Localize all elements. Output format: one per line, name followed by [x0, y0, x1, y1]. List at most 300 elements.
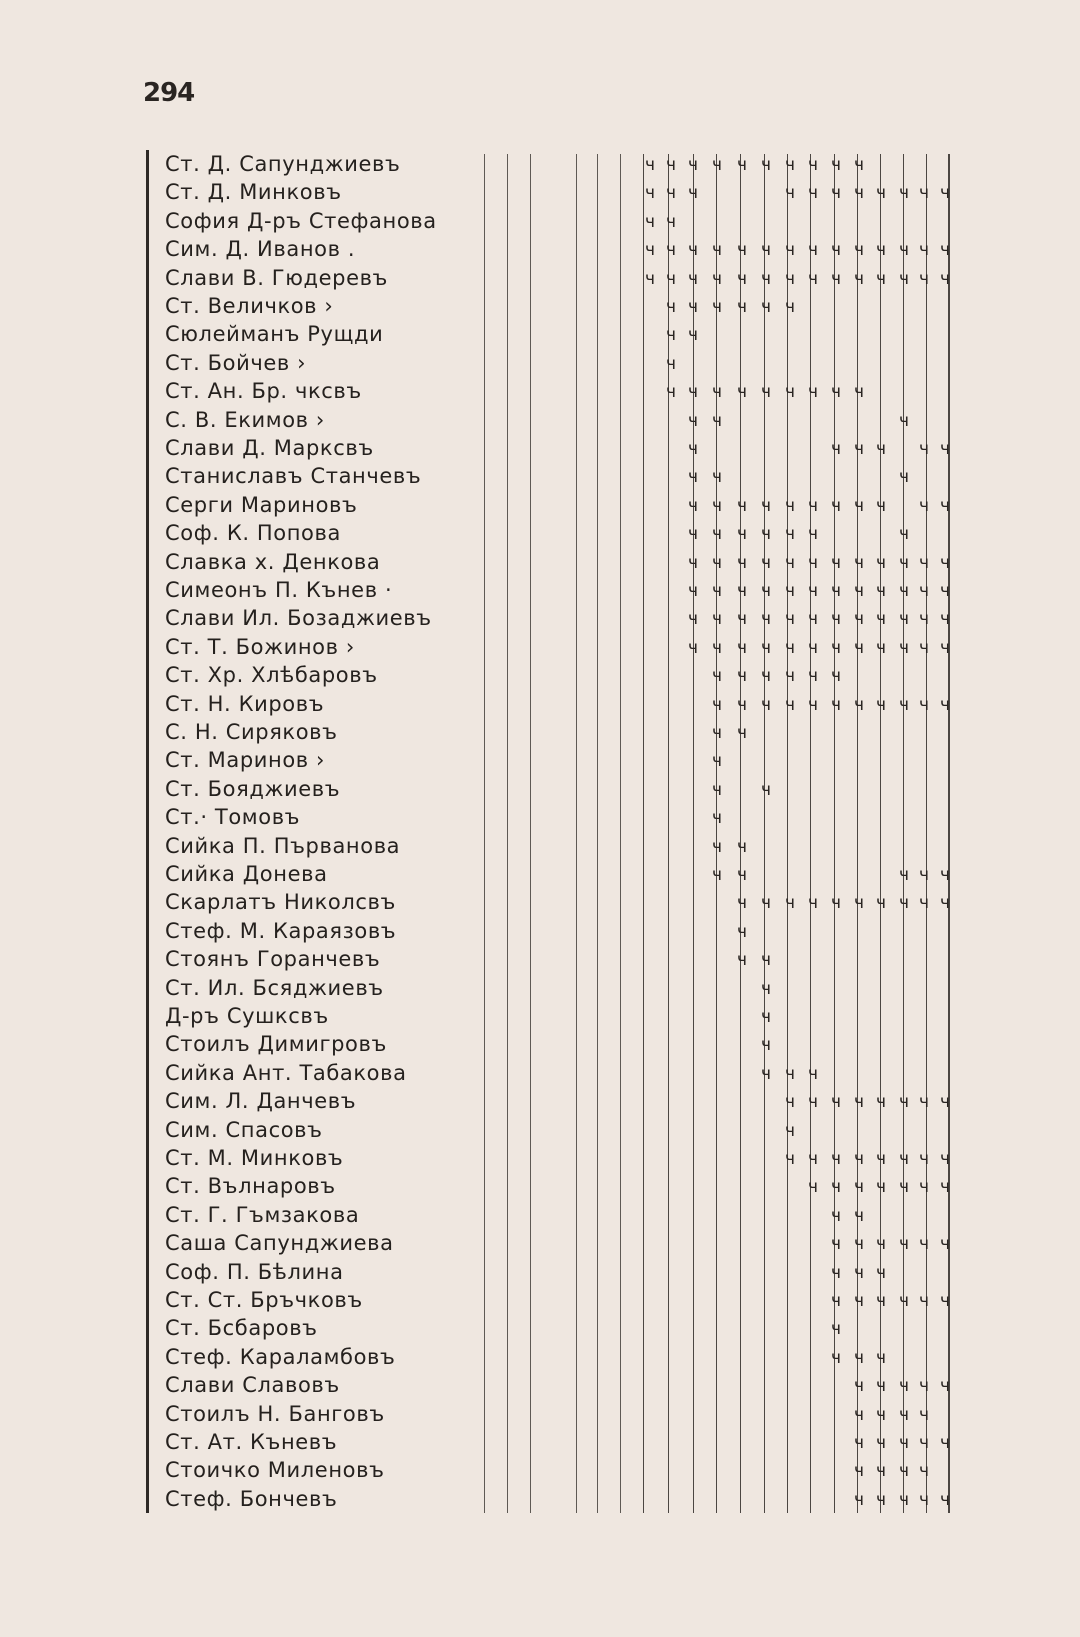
attendance-mark: ч: [853, 1149, 865, 1169]
attendance-mark: ч: [711, 467, 723, 488]
attendance-mark: ч: [665, 353, 677, 374]
attendance-mark: ч: [898, 552, 910, 573]
attendance-mark: ч: [918, 609, 930, 630]
attendance-mark: ч: [665, 211, 677, 232]
attendance-mark: ч: [853, 694, 865, 715]
attendance-mark: ч: [807, 694, 819, 715]
attendance-mark: ч: [875, 183, 887, 204]
attendance-mark: ч: [736, 609, 748, 630]
attendance-mark: ч: [784, 893, 796, 914]
attendance-mark: ч: [687, 410, 699, 431]
attendance-mark: ч: [711, 865, 723, 885]
attendance-mark: ч: [687, 581, 699, 601]
attendance-mark: ч: [875, 1291, 887, 1311]
attendance-mark: ч: [939, 552, 951, 573]
attendance-mark: ч: [830, 1205, 842, 1226]
ledger-row: [0, 1087, 1080, 1115]
ledger-row: [0, 1371, 1080, 1399]
attendance-mark: ч: [784, 1149, 796, 1169]
ledger-row: [0, 1400, 1080, 1428]
attendance-mark: ч: [830, 1262, 842, 1283]
attendance-mark: ч: [898, 1461, 910, 1482]
attendance-mark: ч: [711, 609, 723, 630]
person-name: Стоилъ Н. Банговъ: [165, 1401, 385, 1426]
attendance-mark: ч: [807, 609, 819, 630]
attendance-mark: ч: [784, 240, 796, 261]
attendance-mark: ч: [918, 552, 930, 573]
person-name: Ст. Ил. Бсяджиевъ: [165, 975, 384, 1000]
person-name: Ст. М. Минковъ: [165, 1146, 344, 1170]
attendance-mark: ч: [711, 808, 723, 829]
person-name: Д-ръ Сушксвъ: [165, 1004, 329, 1028]
ledger-row: [0, 462, 1080, 490]
attendance-mark: ч: [736, 155, 748, 175]
attendance-mark: ч: [736, 694, 748, 715]
attendance-mark: ч: [830, 1234, 842, 1255]
ledger-row: [0, 548, 1080, 576]
attendance-mark: ч: [875, 1149, 887, 1169]
attendance-mark: ч: [918, 268, 930, 289]
attendance-mark: ч: [875, 1461, 887, 1482]
attendance-mark: ч: [939, 609, 951, 630]
attendance-mark: ч: [875, 268, 887, 289]
attendance-mark: ч: [875, 609, 887, 630]
person-name: Ст. Н. Кировъ: [165, 691, 325, 716]
attendance-mark: ч: [939, 240, 951, 261]
attendance-mark: ч: [736, 382, 748, 403]
ledger-row: [0, 661, 1080, 689]
person-name: Сим. Спасовъ: [165, 1117, 323, 1142]
attendance-mark: ч: [830, 1319, 842, 1340]
attendance-mark: ч: [853, 1291, 865, 1311]
person-name: Слави В. Гюдеревъ: [165, 265, 388, 290]
attendance-mark: ч: [853, 155, 865, 175]
attendance-mark: ч: [853, 240, 865, 261]
person-name: С. Н. Сиряковъ: [165, 720, 338, 744]
ledger-row: [0, 860, 1080, 888]
ledger-row: [0, 1314, 1080, 1342]
attendance-mark: ч: [736, 495, 748, 516]
attendance-mark: ч: [760, 581, 772, 601]
person-name: Стеф. Караламбовъ: [165, 1344, 396, 1369]
attendance-mark: ч: [784, 694, 796, 715]
attendance-mark: ч: [644, 155, 656, 175]
ledger-row: [0, 1258, 1080, 1286]
attendance-mark: ч: [784, 1120, 796, 1141]
attendance-mark: ч: [939, 1234, 951, 1255]
person-name: Ст. Хр. Хлѣбаровъ: [165, 663, 378, 688]
attendance-mark: ч: [830, 382, 842, 403]
ledger-row: [0, 178, 1080, 206]
attendance-mark: ч: [760, 495, 772, 516]
attendance-mark: ч: [875, 439, 887, 459]
ledger-row: [0, 292, 1080, 320]
attendance-mark: ч: [807, 552, 819, 573]
attendance-mark: ч: [875, 1489, 887, 1510]
attendance-mark: ч: [687, 183, 699, 204]
attendance-mark: ч: [898, 1149, 910, 1169]
ledger-row: [0, 235, 1080, 263]
attendance-mark: ч: [687, 240, 699, 261]
attendance-mark: ч: [918, 637, 930, 658]
attendance-mark: ч: [853, 183, 865, 204]
attendance-mark: ч: [939, 1177, 951, 1198]
person-name: Слави Д. Марксвъ: [165, 436, 374, 460]
ledger-row: [0, 1229, 1080, 1257]
person-name: Стеф. Бончевъ: [165, 1486, 338, 1511]
attendance-mark: ч: [665, 325, 677, 346]
attendance-mark: ч: [736, 723, 748, 743]
attendance-mark: ч: [830, 1177, 842, 1198]
person-name: Слави Славовъ: [165, 1373, 340, 1398]
page-number: 294: [143, 78, 195, 108]
attendance-mark: ч: [853, 268, 865, 289]
person-name: Ст. Величков ›: [165, 294, 334, 318]
attendance-mark: ч: [830, 694, 842, 715]
attendance-mark: ч: [736, 836, 748, 857]
person-name: София Д-ръ Стефанова: [165, 208, 437, 233]
attendance-mark: ч: [898, 1404, 910, 1425]
attendance-mark: ч: [939, 893, 951, 914]
attendance-mark: ч: [939, 1092, 951, 1113]
attendance-mark: ч: [711, 382, 723, 403]
attendance-mark: ч: [760, 978, 772, 999]
attendance-mark: ч: [784, 1092, 796, 1113]
attendance-mark: ч: [898, 609, 910, 630]
attendance-mark: ч: [898, 524, 910, 545]
attendance-mark: ч: [711, 694, 723, 715]
attendance-mark: ч: [665, 183, 677, 204]
ledger-row: [0, 406, 1080, 434]
attendance-mark: ч: [760, 637, 772, 658]
attendance-mark: ч: [939, 1149, 951, 1169]
ledger-row: [0, 803, 1080, 831]
attendance-mark: ч: [875, 637, 887, 658]
attendance-mark: ч: [898, 1177, 910, 1198]
attendance-mark: ч: [784, 609, 796, 630]
ledger-row: [0, 434, 1080, 462]
attendance-mark: ч: [807, 240, 819, 261]
attendance-mark: ч: [807, 893, 819, 914]
attendance-mark: ч: [711, 155, 723, 175]
ledger-row: [0, 775, 1080, 803]
attendance-mark: ч: [711, 297, 723, 317]
ledger-row: [0, 917, 1080, 945]
person-name: Ст. Ст. Бръчковъ: [165, 1288, 363, 1312]
attendance-mark: ч: [830, 637, 842, 658]
attendance-mark: ч: [784, 637, 796, 658]
ledger-row: [0, 150, 1080, 178]
attendance-mark: ч: [918, 1149, 930, 1169]
attendance-mark: ч: [687, 439, 699, 459]
attendance-mark: ч: [736, 240, 748, 261]
attendance-mark: ч: [918, 1291, 930, 1311]
attendance-mark: ч: [898, 893, 910, 914]
attendance-mark: ч: [760, 1063, 772, 1084]
attendance-mark: ч: [784, 183, 796, 204]
attendance-mark: ч: [918, 1404, 930, 1425]
attendance-mark: ч: [853, 1177, 865, 1198]
ledger-row: [0, 1428, 1080, 1456]
ledger-row: [0, 576, 1080, 604]
person-name: Ст. Вълнаровъ: [165, 1174, 336, 1199]
person-name: Ст. Г. Гъмзакова: [165, 1202, 360, 1227]
attendance-mark: ч: [784, 297, 796, 317]
attendance-mark: ч: [711, 836, 723, 857]
person-name: Ст. Ат. Къневъ: [165, 1430, 338, 1454]
attendance-mark: ч: [711, 552, 723, 573]
attendance-mark: ч: [939, 637, 951, 658]
attendance-mark: ч: [830, 1092, 842, 1113]
attendance-mark: ч: [760, 155, 772, 175]
attendance-mark: ч: [853, 1205, 865, 1226]
attendance-mark: ч: [830, 666, 842, 687]
attendance-mark: ч: [853, 1376, 865, 1397]
ledger-row: [0, 349, 1080, 377]
attendance-mark: ч: [760, 552, 772, 573]
attendance-mark: ч: [687, 609, 699, 630]
ledger-row: [0, 207, 1080, 235]
attendance-mark: ч: [875, 1347, 887, 1368]
attendance-mark: ч: [711, 751, 723, 772]
attendance-mark: ч: [853, 609, 865, 630]
attendance-mark: ч: [784, 581, 796, 601]
attendance-mark: ч: [711, 240, 723, 261]
ledger-row: [0, 1286, 1080, 1314]
attendance-mark: ч: [875, 1092, 887, 1113]
ledger-row: [0, 974, 1080, 1002]
attendance-mark: ч: [736, 297, 748, 317]
attendance-mark: ч: [760, 382, 772, 403]
person-name: Ст. Бсбаровъ: [165, 1316, 318, 1341]
attendance-mark: ч: [875, 1376, 887, 1397]
attendance-mark: ч: [760, 694, 772, 715]
attendance-mark: ч: [830, 1347, 842, 1368]
attendance-mark: ч: [784, 382, 796, 403]
attendance-mark: ч: [687, 524, 699, 545]
ledger-row: [0, 264, 1080, 292]
attendance-mark: ч: [807, 268, 819, 289]
ledger-row: [0, 945, 1080, 973]
attendance-mark: ч: [711, 723, 723, 743]
attendance-mark: ч: [807, 155, 819, 175]
attendance-mark: ч: [830, 581, 842, 601]
attendance-mark: ч: [939, 1489, 951, 1510]
person-name: Сим. Д. Иванов .: [165, 237, 356, 262]
attendance-mark: ч: [830, 1149, 842, 1169]
person-name: Серги Мариновъ: [165, 492, 358, 517]
attendance-mark: ч: [760, 950, 772, 971]
attendance-mark: ч: [784, 495, 796, 516]
attendance-mark: ч: [918, 893, 930, 914]
ledger-row: [0, 519, 1080, 547]
attendance-mark: ч: [711, 410, 723, 431]
attendance-mark: ч: [807, 524, 819, 545]
attendance-mark: ч: [644, 183, 656, 204]
attendance-mark: ч: [736, 268, 748, 289]
attendance-mark: ч: [784, 552, 796, 573]
attendance-mark: ч: [853, 581, 865, 601]
attendance-mark: ч: [687, 552, 699, 573]
attendance-mark: ч: [687, 467, 699, 488]
attendance-mark: ч: [918, 1092, 930, 1113]
attendance-mark: ч: [853, 1347, 865, 1368]
attendance-mark: ч: [760, 779, 772, 800]
ledger-row: [0, 633, 1080, 661]
attendance-mark: ч: [736, 950, 748, 971]
person-name: Ст.· Томовъ: [165, 805, 301, 830]
attendance-mark: ч: [918, 240, 930, 261]
ledger-row: [0, 718, 1080, 746]
person-name: Слави Ил. Бозаджиевъ: [165, 606, 432, 631]
attendance-mark: ч: [807, 1149, 819, 1169]
ledger-row: [0, 1485, 1080, 1513]
person-name: Скарлатъ Николсвъ: [165, 890, 396, 915]
attendance-mark: ч: [939, 581, 951, 601]
attendance-mark: ч: [853, 893, 865, 914]
person-name: Ст. Д. Сапунджиевъ: [165, 152, 401, 176]
person-name: Стоянъ Горанчевъ: [165, 947, 381, 972]
attendance-mark: ч: [711, 495, 723, 516]
ledger-row: [0, 1144, 1080, 1172]
attendance-mark: ч: [853, 1234, 865, 1255]
attendance-mark: ч: [665, 240, 677, 261]
attendance-mark: ч: [687, 495, 699, 516]
attendance-mark: ч: [830, 155, 842, 175]
attendance-mark: ч: [939, 439, 951, 459]
attendance-mark: ч: [784, 666, 796, 687]
ledger-row: [0, 746, 1080, 774]
attendance-mark: ч: [711, 637, 723, 658]
attendance-mark: ч: [853, 495, 865, 516]
attendance-mark: ч: [784, 155, 796, 175]
attendance-mark: ч: [687, 297, 699, 317]
ledger-row: [0, 604, 1080, 632]
ledger-row: [0, 832, 1080, 860]
attendance-mark: ч: [875, 495, 887, 516]
attendance-mark: ч: [760, 893, 772, 914]
attendance-mark: ч: [898, 1234, 910, 1255]
attendance-mark: ч: [853, 1092, 865, 1113]
ledger-row: [0, 491, 1080, 519]
attendance-mark: ч: [918, 183, 930, 204]
person-name: Стоилъ Димигровъ: [165, 1032, 387, 1057]
attendance-mark: ч: [736, 524, 748, 545]
person-name: Симеонъ П. Кънев ·: [165, 578, 393, 602]
attendance-mark: ч: [711, 524, 723, 545]
attendance-mark: ч: [807, 1177, 819, 1198]
attendance-mark: ч: [918, 1461, 930, 1482]
attendance-mark: ч: [830, 240, 842, 261]
attendance-mark: ч: [807, 1092, 819, 1113]
attendance-mark: ч: [830, 439, 842, 459]
attendance-mark: ч: [875, 240, 887, 261]
attendance-mark: ч: [918, 865, 930, 885]
attendance-mark: ч: [711, 268, 723, 289]
attendance-mark: ч: [898, 637, 910, 658]
attendance-mark: ч: [875, 1433, 887, 1453]
attendance-mark: ч: [830, 609, 842, 630]
attendance-mark: ч: [939, 1376, 951, 1397]
person-name: Сийка Ант. Табакова: [165, 1060, 407, 1085]
attendance-mark: ч: [687, 268, 699, 289]
attendance-mark: ч: [830, 552, 842, 573]
attendance-mark: ч: [736, 666, 748, 687]
attendance-mark: ч: [898, 581, 910, 601]
attendance-mark: ч: [736, 552, 748, 573]
attendance-mark: ч: [760, 609, 772, 630]
attendance-mark: ч: [898, 1291, 910, 1311]
attendance-mark: ч: [760, 1035, 772, 1056]
person-name: Саша Сапунджиева: [165, 1231, 394, 1256]
person-name: Сюлейманъ Рущди: [165, 322, 384, 347]
person-name: Ст. Ан. Бр. чксвъ: [165, 379, 362, 404]
person-name: Сийка П. Първанова: [165, 833, 401, 858]
attendance-mark: ч: [665, 268, 677, 289]
attendance-mark: ч: [760, 268, 772, 289]
attendance-mark: ч: [711, 779, 723, 800]
attendance-mark: ч: [898, 410, 910, 431]
attendance-mark: ч: [760, 666, 772, 687]
attendance-mark: ч: [644, 268, 656, 289]
ledger-row: [0, 1201, 1080, 1229]
person-name: Стоичко Миленовъ: [165, 1458, 385, 1483]
attendance-mark: ч: [736, 893, 748, 914]
attendance-mark: ч: [875, 1262, 887, 1283]
attendance-mark: ч: [644, 211, 656, 232]
person-name: Ст. Бойчев ›: [165, 350, 307, 375]
attendance-mark: ч: [898, 1433, 910, 1453]
attendance-mark: ч: [875, 1404, 887, 1425]
ledger-row: [0, 320, 1080, 348]
attendance-mark: ч: [853, 439, 865, 459]
attendance-mark: ч: [665, 297, 677, 317]
attendance-mark: ч: [644, 240, 656, 261]
attendance-mark: ч: [687, 325, 699, 346]
attendance-mark: ч: [875, 1177, 887, 1198]
attendance-mark: ч: [853, 382, 865, 403]
attendance-mark: ч: [875, 1234, 887, 1255]
attendance-mark: ч: [853, 1433, 865, 1453]
ledger-row: [0, 1172, 1080, 1200]
attendance-mark: ч: [807, 666, 819, 687]
attendance-mark: ч: [665, 382, 677, 403]
attendance-mark: ч: [736, 865, 748, 885]
attendance-mark: ч: [875, 893, 887, 914]
attendance-mark: ч: [760, 524, 772, 545]
attendance-mark: ч: [760, 1007, 772, 1027]
attendance-mark: ч: [807, 581, 819, 601]
attendance-mark: ч: [939, 495, 951, 516]
attendance-mark: ч: [918, 1489, 930, 1510]
attendance-mark: ч: [760, 297, 772, 317]
attendance-mark: ч: [736, 637, 748, 658]
attendance-mark: ч: [898, 865, 910, 885]
attendance-mark: ч: [736, 581, 748, 601]
ledger-row: [0, 1456, 1080, 1484]
attendance-mark: ч: [875, 581, 887, 601]
attendance-mark: ч: [687, 155, 699, 175]
attendance-mark: ч: [918, 1433, 930, 1453]
attendance-mark: ч: [898, 467, 910, 488]
person-name: Соф. П. Бѣлина: [165, 1259, 344, 1284]
person-name: Ст. Маринов ›: [165, 748, 326, 773]
attendance-mark: ч: [939, 183, 951, 204]
attendance-mark: ч: [939, 694, 951, 715]
attendance-mark: ч: [853, 1489, 865, 1510]
attendance-mark: ч: [807, 637, 819, 658]
attendance-mark: ч: [939, 1291, 951, 1311]
